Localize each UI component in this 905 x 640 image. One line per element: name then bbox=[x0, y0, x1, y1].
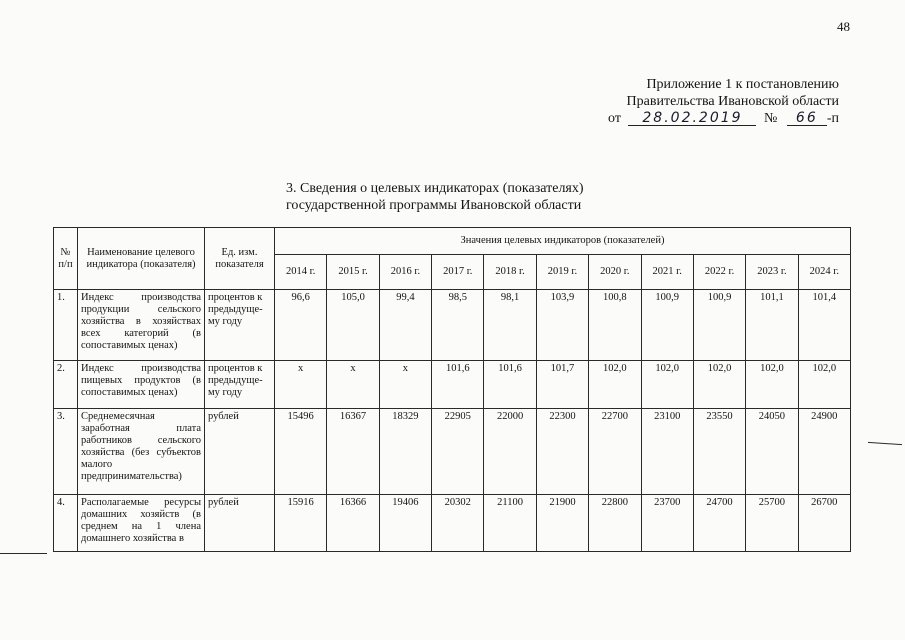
indicator-unit: рублей bbox=[205, 409, 275, 495]
value-cell: 22700 bbox=[589, 409, 641, 495]
scan-margin-mark bbox=[868, 442, 902, 445]
value-cell: 16366 bbox=[327, 495, 379, 552]
appendix-line1: Приложение 1 к постановлению bbox=[646, 77, 839, 92]
indicator-name: Располагаемые ресурсы домашних хозяйств (в среднем на 1 члена домашнего хозяйства в bbox=[78, 495, 205, 552]
number-sign: № bbox=[763, 111, 778, 126]
value-cell: x bbox=[275, 361, 327, 409]
value-cell: 22905 bbox=[432, 409, 484, 495]
value-cell: 102,0 bbox=[693, 361, 745, 409]
indicator-unit: рублей bbox=[205, 495, 275, 552]
table-row bbox=[54, 290, 851, 361]
value-cell: 99,4 bbox=[379, 290, 431, 361]
year-header: 2022 г. bbox=[693, 255, 745, 290]
value-cell: 102,0 bbox=[589, 361, 641, 409]
value-cell: 23700 bbox=[641, 495, 693, 552]
year-header: 2015 г. bbox=[327, 255, 379, 290]
value-cell: 98,5 bbox=[432, 290, 484, 361]
row-number: 1. bbox=[54, 290, 78, 361]
col-header-values-group: Значения целевых индикаторов (показателей) bbox=[275, 228, 851, 255]
section-title-line1: 3. Сведения о целевых индикаторах (показателях) bbox=[286, 181, 584, 196]
year-header: 2016 г. bbox=[379, 255, 431, 290]
col-header-no: № п/п bbox=[54, 228, 78, 290]
appendix-date-line bbox=[608, 110, 839, 127]
handwritten-date: 28.02.2019 bbox=[628, 111, 756, 126]
indicator-name: Среднемесячная заработная плата работников сельского хозяйства (без субъектов малого предпринимательства) bbox=[78, 409, 205, 495]
year-header: 2021 г. bbox=[641, 255, 693, 290]
value-cell: 18329 bbox=[379, 409, 431, 495]
value-cell: 100,9 bbox=[641, 290, 693, 361]
value-cell: 22000 bbox=[484, 409, 536, 495]
row-number: 4. bbox=[54, 495, 78, 552]
value-cell: 102,0 bbox=[641, 361, 693, 409]
value-cell: x bbox=[379, 361, 431, 409]
value-cell: 20302 bbox=[432, 495, 484, 552]
from-label: от bbox=[608, 111, 621, 126]
value-cell: 23550 bbox=[693, 409, 745, 495]
year-header: 2019 г. bbox=[536, 255, 588, 290]
value-cell: 102,0 bbox=[746, 361, 798, 409]
value-cell: 25700 bbox=[746, 495, 798, 552]
value-cell: 96,6 bbox=[275, 290, 327, 361]
value-cell: 101,7 bbox=[536, 361, 588, 409]
table-row bbox=[54, 361, 851, 409]
year-header: 2023 г. bbox=[746, 255, 798, 290]
appendix-header bbox=[608, 76, 839, 127]
value-cell: 21900 bbox=[536, 495, 588, 552]
value-cell: 15496 bbox=[275, 409, 327, 495]
value-cell: 22800 bbox=[589, 495, 641, 552]
value-cell: 98,1 bbox=[484, 290, 536, 361]
indicator-unit: процентов к предыдуще-му году bbox=[205, 290, 275, 361]
appendix-line2: Правительства Ивановской области bbox=[626, 94, 839, 109]
value-cell: 105,0 bbox=[327, 290, 379, 361]
table-row bbox=[54, 409, 851, 495]
year-header: 2024 г. bbox=[798, 255, 850, 290]
value-cell: 102,0 bbox=[798, 361, 850, 409]
value-cell: 101,6 bbox=[484, 361, 536, 409]
value-cell: 100,8 bbox=[589, 290, 641, 361]
col-header-unit: Ед. изм. показателя bbox=[205, 228, 275, 290]
row-number: 3. bbox=[54, 409, 78, 495]
value-cell: 22300 bbox=[536, 409, 588, 495]
value-cell: 101,4 bbox=[798, 290, 850, 361]
col-header-name: Наименование целевого индикатора (показателя) bbox=[78, 228, 205, 290]
year-header: 2017 г. bbox=[432, 255, 484, 290]
number-suffix: -п bbox=[826, 111, 839, 126]
value-cell: 101,6 bbox=[432, 361, 484, 409]
handwritten-number: 66 bbox=[787, 111, 827, 126]
indicator-name: Индекс производства продукции сельского хозяйства в хозяйствах всех категорий (в сопоставимых ценах) bbox=[78, 290, 205, 361]
table-row bbox=[54, 495, 851, 552]
value-cell: 16367 bbox=[327, 409, 379, 495]
value-cell: 100,9 bbox=[693, 290, 745, 361]
value-cell: 103,9 bbox=[536, 290, 588, 361]
value-cell: 19406 bbox=[379, 495, 431, 552]
section-title bbox=[286, 180, 584, 214]
value-cell: 15916 bbox=[275, 495, 327, 552]
year-header: 2020 г. bbox=[589, 255, 641, 290]
page-number: 48 bbox=[837, 19, 850, 34]
value-cell: 23100 bbox=[641, 409, 693, 495]
year-header: 2018 г. bbox=[484, 255, 536, 290]
value-cell: 24900 bbox=[798, 409, 850, 495]
value-cell: 24050 bbox=[746, 409, 798, 495]
scan-margin-line bbox=[0, 553, 47, 554]
value-cell: x bbox=[327, 361, 379, 409]
value-cell: 26700 bbox=[798, 495, 850, 552]
indicator-name: Индекс производства пищевых продуктов (в сопоставимых ценах) bbox=[78, 361, 205, 409]
row-number: 2. bbox=[54, 361, 78, 409]
year-header: 2014 г. bbox=[275, 255, 327, 290]
indicator-unit: процентов к предыдуще-му году bbox=[205, 361, 275, 409]
value-cell: 24700 bbox=[693, 495, 745, 552]
indicators-table bbox=[53, 227, 851, 552]
value-cell: 101,1 bbox=[746, 290, 798, 361]
value-cell: 21100 bbox=[484, 495, 536, 552]
table-header-row bbox=[54, 228, 851, 255]
section-title-line2: государственной программы Ивановской области bbox=[286, 198, 582, 213]
